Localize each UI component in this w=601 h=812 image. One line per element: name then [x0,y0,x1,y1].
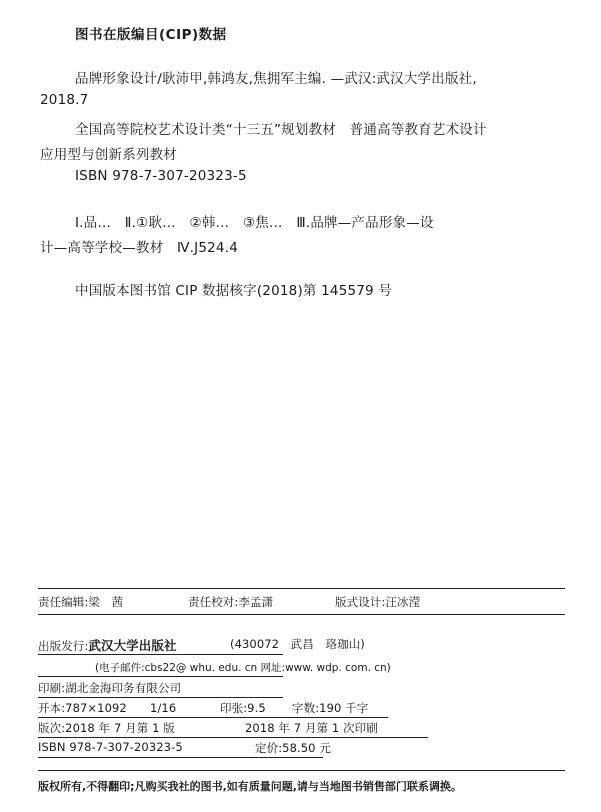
edition-info: 版次:2018 年 7 月第 1 版 [38,721,175,735]
isbn-info: ISBN 978-7-307-20323-5 [38,740,183,754]
cip-subject-line-2: 计—高等学校—教材 Ⅳ.J524.4 [40,240,238,256]
words-info: 字数:190 千字 [292,701,369,715]
cip-line-2: 2018.7 [40,92,89,108]
cip-title: 图书在版编目(CIP)数据 [75,27,227,43]
cip-subject-line-1: Ⅰ.品… Ⅱ.①耿… ②韩… ③焦… Ⅲ.品牌—产品形象—设 [75,215,434,231]
publisher-line [38,636,177,654]
cip-line-1: 品牌形象设计/耿沛甲,韩鸿友,焦拥军主编. —武汉:武汉大学出版社, [75,71,477,87]
editor-credit: 责任编辑:梁 茜 [38,595,124,609]
cip-line-3: 全国高等院校艺术设计类“十三五”规划教材 普通高等教育艺术设计 [75,122,487,138]
publisher-label: 出版发行: [38,639,89,653]
sheets-info: 印张:9.5 [220,701,266,715]
cip-line-4: 应用型与创新系列教材 [40,147,177,163]
publisher-name: 武汉大学出版社 [88,638,177,653]
publisher-address: (430072 武昌 珞珈山) [230,637,365,651]
cip-isbn: ISBN 978-7-307-20323-5 [75,168,247,184]
cip-data-number: 中国版本图书馆 CIP 数据核字(2018)第 145579 号 [75,283,393,299]
isbn-rule [38,757,323,758]
layout-credit: 版式设计:汪冰滢 [335,595,421,609]
printing-info: 2018 年 7 月第 1 次印刷 [245,721,378,735]
publisher-contact: (电子邮件:cbs22@ whu. edu. cn 网址:www. wdp. com. cn) [95,662,391,674]
price-info: 定价:58.50 元 [255,741,331,755]
publisher-rule-1 [38,654,283,655]
proofreader-credit: 责任校对:李孟潇 [188,595,274,609]
copyright-notice: 版权所有,不得翻印;凡购买我社的图书,如有质量问题,请与当地图书销售部门联系调换。 [38,780,462,793]
credits-bottom-rule [38,614,565,615]
edition-rule [38,737,428,738]
format-rule [38,717,388,718]
printer-rule [38,697,283,698]
printer-info: 印刷:湖北金海印务有限公司 [38,681,182,695]
credits-top-rule [38,588,565,589]
footer-rule [38,770,565,771]
format-info: 开本:787×1092 1/16 [38,701,177,715]
publisher-rule-2 [38,676,283,677]
